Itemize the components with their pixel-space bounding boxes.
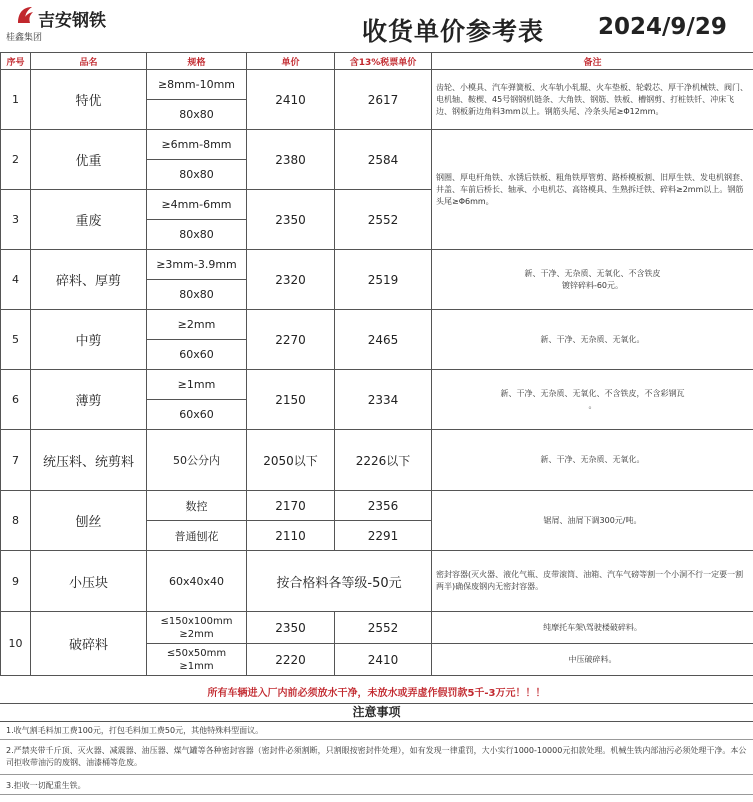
row-number: 3 xyxy=(1,190,31,250)
spec-cell: ≥3mm-3.9mm xyxy=(147,250,247,280)
spec-cell: 80x80 xyxy=(147,280,247,310)
product-name: 刨丝 xyxy=(31,491,147,551)
spec-cell: 80x80 xyxy=(147,160,247,190)
row-number: 5 xyxy=(1,310,31,370)
tax-price-cell: 2552 xyxy=(335,612,432,644)
tax-price-cell: 2617 xyxy=(335,70,432,130)
column-header: 品名 xyxy=(31,53,147,70)
tax-price-cell: 2356 xyxy=(335,491,432,521)
note-item: 2.严禁夹带千斤顶、灭火器、减震器、油压器、煤气罐等各种密封容器（密封件必须割断，只割眼按密封件处理），如有发现一律重罚，大小实行1000-10000元扣款处理。机械生铁内部油污必须处理干净。本公司拒收带油污的废钢、油漆桶等危废。 xyxy=(0,741,753,775)
product-name: 特优 xyxy=(31,70,147,130)
spec-cell: ≥4mm-6mm xyxy=(147,190,247,220)
spec-cell: ≥1mm xyxy=(147,370,247,400)
column-header: 单价 xyxy=(247,53,335,70)
tax-price-cell: 2584 xyxy=(335,130,432,190)
column-header: 含13%税票单价 xyxy=(335,53,432,70)
product-name: 破碎料 xyxy=(31,612,147,676)
tax-price-cell: 2410 xyxy=(335,644,432,676)
page-title: 收货单价参考表 xyxy=(362,17,545,46)
spec-cell: ≥6mm-8mm xyxy=(147,130,247,160)
remark-cell: 新、干净、无杂质、无氧化。 xyxy=(432,430,753,491)
remark-cell: 新、干净、无杂质、无氧化。 xyxy=(432,310,753,370)
remark-cell: 中压破碎料。 xyxy=(432,644,753,676)
row-number: 9 xyxy=(1,551,31,612)
row-number: 10 xyxy=(1,612,31,676)
spec-line: ≥1mm xyxy=(179,660,214,672)
remark-cell: 密封容器(灭火器、液化气瓶、皮带滚筒、油箱、汽车气磅等割一个小洞不行一定要一割两半)确保废钢内无密封容器。 xyxy=(432,551,753,612)
remark-cell: 锯屑、油屑下调300元/吨。 xyxy=(432,491,753,551)
price-cell: 2410 xyxy=(247,70,335,130)
price-cell: 2350 xyxy=(247,612,335,644)
merged-price-cell: 按合格料各等级-50元 xyxy=(247,551,432,612)
tax-price-cell: 2552 xyxy=(335,190,432,250)
price-cell: 2110 xyxy=(247,521,335,551)
table-row xyxy=(1,612,753,644)
tax-price-cell: 2465 xyxy=(335,310,432,370)
column-header: 规格 xyxy=(147,53,247,70)
remark-cell: 齿轮、小模具、汽车弹簧板、火车轨小轧辊、火车垫板、轮毂芯、厚干净机械铁、阀门、电机轴、鞍楔、45号钢钢机链条、大角铁、钢筋、铁板、槽钢剪、打桩铁钎、冲床飞边、钢板新边角料3mm以上。钢筋头尾、冷条头尾≥Φ12mm。 xyxy=(432,70,753,130)
note-item: 3.拒收一切配重生铁。 xyxy=(0,776,753,795)
remark-cell: 纯摩托车架\驾驶楼破碎料。 xyxy=(432,612,753,644)
spec-cell: 数控 xyxy=(147,491,247,521)
price-cell: 2170 xyxy=(247,491,335,521)
drainage-warning: 所有车辆进入厂内前必须放水干净，未放水或弄虚作假罚款5千-3万元！！！ xyxy=(207,688,546,699)
spec-line: ≥2mm xyxy=(179,628,214,640)
tax-price-cell: 2226以下 xyxy=(335,430,432,491)
product-name: 碎料、厚剪 xyxy=(31,250,147,310)
brand-name: 吉安钢铁 xyxy=(38,11,106,31)
column-header: 序号 xyxy=(1,53,31,70)
row-number: 4 xyxy=(1,250,31,310)
table-row xyxy=(1,370,753,400)
price-cell: 2320 xyxy=(247,250,335,310)
table-header-row xyxy=(1,53,753,70)
table-row xyxy=(1,430,753,491)
tax-price-cell: 2519 xyxy=(335,250,432,310)
table-row xyxy=(1,130,753,160)
spec-cell: 60x40x40 xyxy=(147,551,247,612)
spec-cell: 50公分内 xyxy=(147,430,247,491)
table-row xyxy=(1,250,753,280)
spec-cell: ≥8mm-10mm xyxy=(147,70,247,100)
remark-cell: 新、干净、无杂质、无氧化、不含铁皮 镀锌碎料-60元。 xyxy=(432,250,753,310)
sheet-header xyxy=(0,0,753,52)
product-name: 中剪 xyxy=(31,310,147,370)
product-name: 优重 xyxy=(31,130,147,190)
company-logo-icon xyxy=(14,4,36,26)
spec-line: ≤150x100mm xyxy=(160,615,233,627)
spec-cell: 60x60 xyxy=(147,400,247,430)
notes-title: 注意事项 xyxy=(0,703,753,722)
table-row xyxy=(1,310,753,340)
price-cell: 2050以下 xyxy=(247,430,335,491)
remark-cell: 钢圈、厚电杆角铁、水锈后铁板、粗角铁厚管剪、路桥模板割、旧厚生铁、发电机钢套、井盖、车前后桥长、轴承、小电机芯、高铬模具、生熟拆迁铁、碎料≥2mm以上。钢筋头尾≥Φ6mm。 xyxy=(432,130,753,250)
table-row xyxy=(1,491,753,521)
spec-cell: 80x80 xyxy=(147,220,247,250)
spec-cell: 60x60 xyxy=(147,340,247,370)
product-name: 小压块 xyxy=(31,551,147,612)
price-cell: 2150 xyxy=(247,370,335,430)
price-table xyxy=(0,52,753,676)
price-cell: 2350 xyxy=(247,190,335,250)
row-number: 8 xyxy=(1,491,31,551)
price-cell: 2220 xyxy=(247,644,335,676)
tax-price-cell: 2334 xyxy=(335,370,432,430)
row-number: 7 xyxy=(1,430,31,491)
spec-cell xyxy=(147,612,247,644)
row-number: 2 xyxy=(1,130,31,190)
spec-line: ≤50x50mm xyxy=(166,647,227,659)
spec-cell: 普通刨花 xyxy=(147,521,247,551)
price-cell: 2380 xyxy=(247,130,335,190)
note-item: 1.收气割毛料加工费100元，打包毛料加工费50元，其他特殊料型面议。 xyxy=(0,721,753,740)
row-number: 1 xyxy=(1,70,31,130)
spec-cell xyxy=(147,644,247,676)
sheet-date: 2024/9/29 xyxy=(598,14,727,40)
row-number: 6 xyxy=(1,370,31,430)
product-name: 薄剪 xyxy=(31,370,147,430)
tax-price-cell: 2291 xyxy=(335,521,432,551)
product-name: 统压料、统剪料 xyxy=(31,430,147,491)
price-cell: 2270 xyxy=(247,310,335,370)
spec-cell: 80x80 xyxy=(147,100,247,130)
table-row xyxy=(1,70,753,100)
table-row xyxy=(1,551,753,612)
brand-subtitle: 桂鑫集团 xyxy=(6,33,43,43)
column-header: 备注 xyxy=(432,53,753,70)
remark-cell: 新、干净、无杂质、无氧化、不含铁皮，不含彩钢瓦 。 xyxy=(432,370,753,430)
product-name: 重废 xyxy=(31,190,147,250)
spec-cell: ≥2mm xyxy=(147,310,247,340)
